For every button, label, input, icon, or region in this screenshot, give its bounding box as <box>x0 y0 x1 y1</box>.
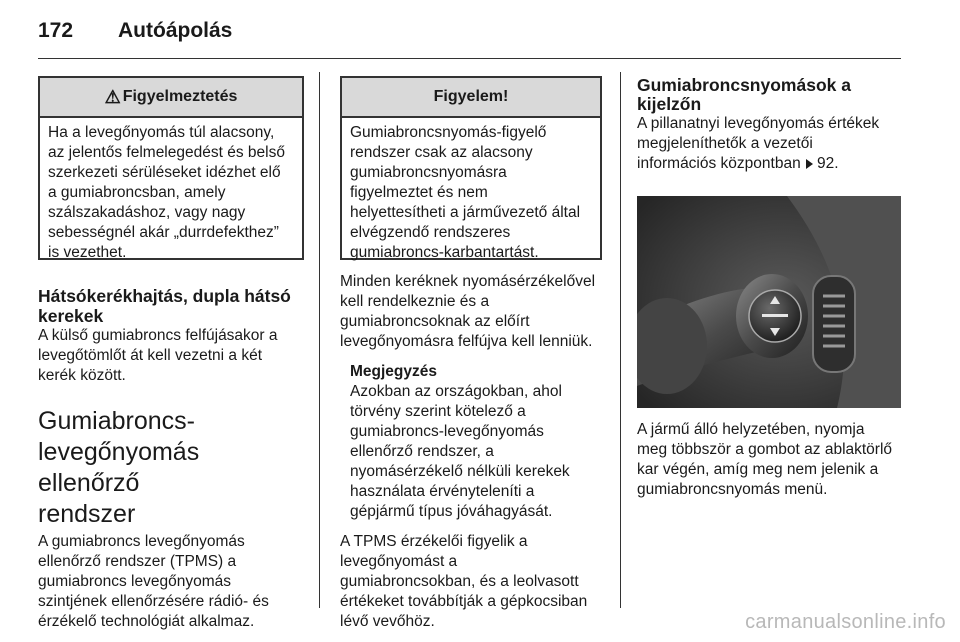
section-title: Autóápolás <box>118 19 233 42</box>
text-line: a gumiabroncsban, amely <box>48 184 226 201</box>
wiper-stalk-button-photo <box>637 196 901 408</box>
header-rule <box>38 58 901 59</box>
dual-rear-heading <box>38 286 304 326</box>
text-line: megjeleníthetők a vezetői <box>637 135 813 152</box>
text-line: levegőnyomást a <box>340 553 458 570</box>
photo-illustration <box>637 196 901 408</box>
text-line: kar végén, amíg meg nem jelenik a <box>637 461 879 478</box>
display-heading <box>637 76 901 114</box>
text-line: elvégzendő rendszeres <box>350 224 511 241</box>
heading-line: kijelzőn <box>637 94 702 114</box>
text-line: érzékelő technológiát alkalmaz. <box>38 613 255 630</box>
text-line: A külső gumiabroncs felfújásakor a <box>38 327 278 344</box>
tpms-section <box>38 406 304 632</box>
text-line: gumiabroncs-karbantartást. <box>350 244 539 261</box>
photo-caption <box>637 420 901 500</box>
text-line: gumiabroncsnyomásra <box>350 164 507 181</box>
heading-line: Hátsókerékhajtás, dupla hátsó <box>38 286 291 306</box>
page-header <box>38 14 232 48</box>
text-line: meg többször a gombot az ablaktörlő <box>637 441 893 458</box>
text-line: levegőnyomásra felfújva kell lenniük. <box>340 333 593 350</box>
text-line: Ha a levegőnyomás túl alacsony, <box>48 124 275 141</box>
heading-line: kerekek <box>38 306 104 326</box>
text-line: helyettesítheti a járművezető által <box>350 204 581 221</box>
text-line: gumiabroncsokban, és a leolvasott <box>340 573 579 590</box>
column-1 <box>38 76 304 632</box>
attention-box-title: Figyelem! <box>433 88 509 105</box>
text-line: használata érvényteleníti a <box>350 483 535 500</box>
text-line: gumiabroncs-levegőnyomás <box>350 423 544 440</box>
attention-box-body <box>342 118 600 271</box>
column-2 <box>340 76 602 632</box>
text-line: Minden keréknek nyomásérzékelővel <box>340 273 596 290</box>
watermark: carmanualsonline.info <box>745 611 946 633</box>
warning-box <box>38 76 304 260</box>
warning-box-header <box>40 78 302 118</box>
warning-box-body <box>40 118 302 271</box>
text-line: gumiabroncsnyomás menü. <box>637 481 828 498</box>
text-line: ellenőrző rendszer (TPMS) a <box>38 553 237 570</box>
dual-rear-section <box>38 286 304 386</box>
column-divider <box>620 72 621 608</box>
warning-triangle-icon: ⚠ <box>104 86 121 107</box>
text-line: Azokban az országokban, ahol <box>350 383 562 400</box>
heading-line: Gumiabroncs- <box>38 407 195 435</box>
sensor-requirement-paragraph <box>340 272 602 352</box>
text-line: szerkezeti sérüléseket idézhet elő <box>48 164 281 181</box>
note-title: Megjegyzés <box>350 363 438 380</box>
attention-box <box>340 76 602 260</box>
tpms-sensor-paragraph <box>340 532 602 632</box>
heading-line: Gumiabroncsnyomások a <box>637 75 851 95</box>
text-line: A pillanatnyi levegőnyomás értékek <box>637 115 880 132</box>
text-line: Gumiabroncsnyomás-figyelő <box>350 124 547 141</box>
text-line: az jelentős felmelegedést és belső <box>48 144 285 161</box>
text-line: értékeket továbbítják a gépkocsiban <box>340 593 588 610</box>
text-line: figyelmeztet és nem <box>350 184 488 201</box>
text-line: is vezethet. <box>48 244 127 261</box>
text-line: szálszakadáshoz, vagy nagy <box>48 204 246 221</box>
heading-line: rendszer <box>38 500 136 528</box>
page-number: 172 <box>38 19 74 42</box>
page-reference-link[interactable]: 92. <box>817 155 839 172</box>
text-line: A gumiabroncs levegőnyomás <box>38 533 245 550</box>
text-line: szintjének ellenőrzésére rádió- és <box>38 593 269 610</box>
text-line: A jármű álló helyzetében, nyomja <box>637 421 865 438</box>
text-line: lévő vevőhöz. <box>340 613 435 630</box>
column-divider <box>319 72 320 608</box>
text-line: kerék között. <box>38 367 126 384</box>
text-line: rendszer csak az alacsony <box>350 144 533 161</box>
tpms-text <box>38 532 304 632</box>
column-3 <box>637 76 901 500</box>
text-line: nyomásérzékelő nélküli kerekek <box>350 463 570 480</box>
text-line: gumiabroncsoknak az előírt <box>340 313 530 330</box>
text-line: ellenőrző rendszer, a <box>350 443 494 460</box>
text-fragment: információs központban <box>637 155 806 172</box>
attention-box-header <box>342 78 600 118</box>
note-block <box>340 362 602 522</box>
text-line: kell rendelkeznie és a <box>340 293 490 310</box>
text-line: sebességnél akár „durrdefekthez” <box>48 224 279 241</box>
text-line: A TPMS érzékelői figyelik a <box>340 533 528 550</box>
page-reference-arrow-icon <box>806 159 813 169</box>
tpms-heading <box>38 406 304 530</box>
heading-line: levegőnyomás ellenőrző <box>38 438 200 497</box>
display-intro <box>637 114 901 174</box>
text-line <box>637 154 901 174</box>
text-line: törvény szerint kötelező a <box>350 403 526 420</box>
text-line: levegőtömlőt át kell vezetni a két <box>38 347 263 364</box>
text-line: gépjármű típus jóváhagyását. <box>350 503 553 520</box>
dual-rear-text <box>38 326 304 386</box>
text-line: gumiabroncs levegőnyomás <box>38 573 231 590</box>
warning-box-title: Figyelmeztetés <box>122 88 238 105</box>
